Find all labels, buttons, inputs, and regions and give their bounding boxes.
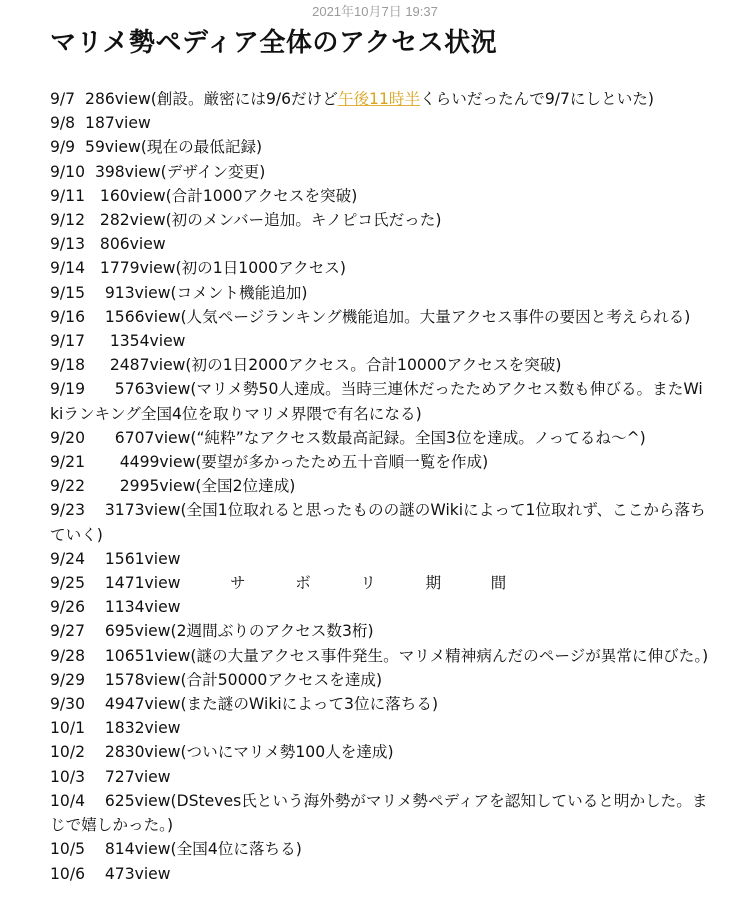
entry-date: 9/8 — [50, 114, 76, 133]
entry-gap — [75, 90, 85, 108]
entry-gap — [75, 138, 85, 156]
entry-views: 160view — [99, 186, 166, 205]
entry-views: 1561view — [104, 549, 181, 568]
entry-gap — [85, 259, 100, 277]
entry-views: 5763view — [114, 380, 191, 399]
entry-note: (要望が多かったため五十音順一覧を作成) — [195, 453, 489, 472]
entry-date: 9/15 — [50, 283, 86, 302]
entry-gap — [85, 792, 105, 810]
entry-views: 1566view — [104, 307, 181, 326]
entry-note: (デザイン変更) — [160, 162, 266, 181]
entry-note: (“純粋”なアクセス数最高記録。全国3位を達成。ノってるね〜^) — [190, 428, 646, 447]
entry-date: 10/1 — [50, 719, 86, 738]
log-entry — [50, 498, 710, 546]
entry-note: (謎の大量アクセス事件発生。マリメ精神病んだのページが異常に伸びた。) — [190, 646, 709, 665]
entry-note: (コメント機能追加) — [170, 283, 308, 302]
log-entry — [50, 87, 710, 111]
entry-views: 59view — [85, 138, 141, 157]
log-entry — [50, 571, 710, 595]
entry-note: (マリメ勢50人達成。当時三連休だったためアクセス数も伸びる。またWikiランキング全国4位を取りマリメ界隈で有名になる) — [50, 380, 703, 423]
entry-date: 10/6 — [50, 864, 86, 883]
entry-date: 10/5 — [50, 840, 86, 859]
entry-views: 282view — [99, 211, 166, 230]
log-entry — [50, 837, 710, 861]
entry-date: 9/9 — [50, 138, 76, 157]
entry-views: 473view — [104, 864, 171, 883]
log-entry — [50, 740, 710, 764]
entry-date: 9/16 — [50, 307, 86, 326]
entry-gap — [85, 574, 105, 592]
log-entry — [50, 426, 710, 450]
note-title[interactable]: マリメ勢ペディア全体のアクセス状況 — [50, 28, 498, 58]
log-entry — [50, 595, 710, 619]
entry-gap — [85, 163, 95, 181]
log-entry — [50, 474, 710, 498]
log-entry — [50, 644, 710, 668]
entry-date: 10/3 — [50, 767, 86, 786]
entry-date: 9/13 — [50, 235, 86, 254]
entry-gap — [85, 550, 105, 568]
log-entry — [50, 111, 710, 135]
entry-note: (全国1位取れると思ったものの謎のWikiによって1位取れず、ここから落ちていく) — [50, 501, 706, 544]
log-entry — [50, 862, 710, 886]
entry-views: 1471view — [104, 574, 181, 593]
entry-views: 1354view — [109, 332, 186, 351]
entry-views: 4947view — [104, 695, 181, 714]
entry-date: 9/30 — [50, 695, 86, 714]
entry-date: 10/4 — [50, 791, 86, 810]
log-entry — [50, 692, 710, 716]
entry-gap — [85, 719, 105, 737]
log-entry — [50, 377, 710, 425]
entry-date: 9/20 — [50, 428, 86, 447]
entry-gap — [85, 622, 105, 640]
entry-views: 187view — [85, 114, 151, 133]
entry-views: 2995view — [119, 477, 196, 496]
entry-gap — [85, 598, 105, 616]
entry-note: (全国2位達成) — [195, 477, 296, 496]
entry-views: 727view — [104, 767, 171, 786]
log-entry — [50, 716, 710, 740]
entry-gap — [85, 695, 105, 713]
entry-gap — [85, 501, 105, 519]
entry-note: くらいだったんで9/7にしといた) — [420, 90, 654, 108]
entry-date: 9/24 — [50, 549, 86, 568]
log-entry — [50, 135, 710, 159]
entry-gap — [85, 284, 105, 302]
entry-note: (人気ページランキング機能追加。大量アクセス事件の要因と考えられる) — [180, 307, 691, 326]
entry-date: 9/7 — [50, 90, 76, 108]
entry-views: 4499view — [119, 453, 196, 472]
entry-date: 10/2 — [50, 743, 86, 762]
entry-date: 9/22 — [50, 477, 86, 496]
log-entry — [50, 547, 710, 571]
entry-views: 806view — [99, 235, 166, 254]
note-timestamp: 2021年10月7日 19:37 — [312, 4, 438, 19]
entry-date: 9/12 — [50, 211, 86, 230]
entry-gap — [85, 187, 100, 205]
entry-date: 9/19 — [50, 380, 86, 399]
log-entry — [50, 668, 710, 692]
entry-gap — [85, 211, 100, 229]
entry-note: (創設。厳密には9/6だけど — [150, 90, 338, 108]
entry-views: 2830view — [104, 743, 181, 762]
entry-views: 1578view — [104, 670, 181, 689]
entry-note: (ついにマリメ勢100人を達成) — [180, 743, 394, 762]
entry-date: 9/18 — [50, 356, 86, 375]
entry-gap — [85, 308, 105, 326]
entry-views: 2487view — [109, 356, 186, 375]
entry-gap — [85, 865, 105, 883]
entry-date: 9/17 — [50, 332, 86, 351]
entry-gap — [85, 235, 100, 253]
log-entry — [50, 329, 710, 353]
entry-gap — [85, 356, 110, 374]
entry-gap — [85, 647, 105, 665]
entry-note: (初のメンバー追加。キノピコ氏だった) — [165, 211, 442, 230]
entry-gap — [85, 380, 115, 398]
entry-gap — [85, 429, 115, 447]
log-entry — [50, 619, 710, 643]
entry-views: 1134view — [104, 598, 181, 617]
entry-date: 9/25 — [50, 574, 86, 593]
entry-views: 3173view — [104, 501, 181, 520]
entry-views: 913view — [104, 283, 171, 302]
log-entry — [50, 450, 710, 474]
entry-views: 1832view — [104, 719, 181, 738]
entry-date: 9/21 — [50, 453, 86, 472]
entry-gap — [85, 453, 120, 471]
entry-date: 9/26 — [50, 598, 86, 617]
log-entry — [50, 765, 710, 789]
entry-date: 9/29 — [50, 670, 86, 689]
entry-date: 9/23 — [50, 501, 86, 520]
entry-date: 9/11 — [50, 186, 86, 205]
entry-note: (全国4位に落ちる) — [170, 840, 302, 859]
entry-gap — [85, 768, 105, 786]
entry-gap — [85, 671, 105, 689]
entry-date: 9/27 — [50, 622, 86, 641]
entry-note: (初の1日2000アクセス。合計10000アクセスを突破) — [185, 356, 562, 375]
entry-views: 6707view — [114, 428, 191, 447]
log-entry — [50, 353, 710, 377]
log-entry — [50, 184, 710, 208]
entry-gap — [75, 114, 85, 132]
log-entry — [50, 789, 710, 837]
log-entry — [50, 208, 710, 232]
log-entry — [50, 305, 710, 329]
entry-note: (初の1日1000アクセス) — [175, 259, 346, 278]
entry-gap — [85, 743, 105, 761]
time-link[interactable]: 午後11時半 — [337, 90, 421, 108]
entry-note: (現在の最低記録) — [140, 138, 263, 157]
entry-views: 286view — [85, 90, 151, 108]
entry-views: 625view — [104, 791, 171, 810]
log-entry — [50, 281, 710, 305]
log-entry — [50, 160, 710, 184]
entry-date: 9/10 — [50, 162, 86, 181]
entry-note: (また謎のWikiによって3位に落ちる) — [180, 695, 439, 714]
entry-views: 814view — [104, 840, 171, 859]
log-entry — [50, 232, 710, 256]
entry-date: 9/14 — [50, 259, 86, 278]
entry-gap — [85, 477, 120, 495]
entry-views: 10651view — [104, 646, 191, 665]
entry-note: (合計1000アクセスを突破) — [165, 186, 358, 205]
entry-views: 398view — [94, 162, 161, 181]
entry-note: (合計50000アクセスを達成) — [180, 670, 383, 689]
entry-note: (2週間ぶりのアクセス数3桁) — [170, 622, 374, 641]
entry-views: 1779view — [99, 259, 176, 278]
log-entry — [50, 256, 710, 280]
entry-note: サ ボ リ 期 間 — [180, 574, 507, 593]
entry-note: (DSteves氏という海外勢がマリメ勢ペディアを認知していると明かした。まじで嬉しかった。) — [50, 791, 708, 835]
entry-gap — [85, 332, 110, 350]
entry-gap — [85, 840, 105, 858]
note-body[interactable] — [50, 87, 710, 886]
entry-views: 695view — [104, 622, 171, 641]
entry-date: 9/28 — [50, 646, 86, 665]
